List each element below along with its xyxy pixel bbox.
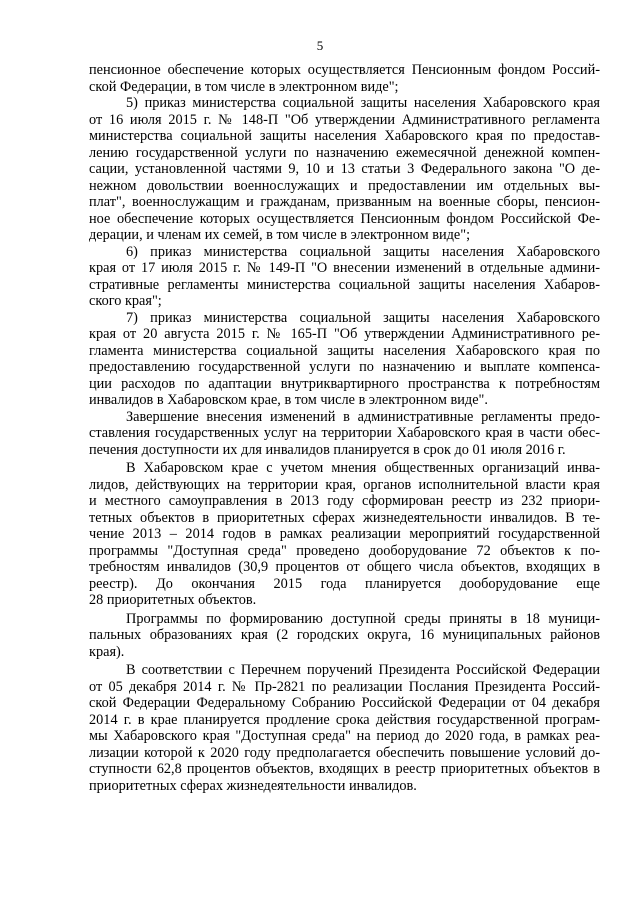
text-line: В Хабаровском крае с учетом мнения общественных организаций инва-	[126, 460, 600, 476]
text-line: ставления государственных услуг на территории Хабаровского края в части обес-	[89, 425, 600, 441]
text-line: лизации которой к 2020 году предполагается обеспечить повышение условий до-	[89, 744, 600, 761]
text-line: пальных образованиях края (2 городских округа, 16 муниципальных районов	[89, 627, 600, 643]
text-line: лидов, действующих на территории края, органов исполнительной власти края	[89, 476, 600, 493]
text-line: тетных объектов в приоритетных сферах жизнедеятельности инвалидов. В те-	[89, 509, 600, 526]
text-line: Завершение внесения изменений в административные регламенты предо-	[126, 408, 600, 425]
text-line: приоритетных сферах жизнедеятельности инвалидов.	[89, 777, 417, 794]
text-line: печения доступности их для инвалидов планируется в срок до 01 июля 2016 г.	[89, 441, 566, 458]
text-line: края от 20 августа 2015 г. № 165-П "Об утверждении Административного ре-	[89, 326, 600, 342]
page-number: 5	[316, 38, 324, 53]
text-line: чение 2013 – 2014 годов в рамках реализации мероприятий государственной	[89, 526, 600, 542]
text-line: Программы по формированию доступной среды приняты в 18 муници-	[126, 610, 600, 627]
text-line: ное обеспечение которых осуществляется Пенсионным фондом Российской Фе-	[89, 210, 600, 227]
text-line: 7) приказ министерства социальной защиты населения Хабаровского	[126, 309, 600, 326]
text-line: министерства социальной защиты населения Хабаровского края по предостав-	[89, 128, 600, 144]
text-line: края от 17 июля 2015 г. № 149-П "О внесении изменений в отдельные админи-	[89, 260, 600, 276]
text-line: ского края";	[89, 293, 162, 309]
text-line: гламента министерства социальной защиты населения Хабаровского края по	[89, 342, 600, 359]
text-line: ской Федерации, в том числе в электронном виде";	[89, 78, 399, 95]
text-line: лению государственной услуги по назначению ежемесячной денежной компен-	[89, 144, 600, 161]
text-line: нежном довольствии военнослужащих и предоставлении им отдельных вы-	[89, 177, 600, 194]
text-line: ступности 62,8 процентов объектов, входящих в реестр приоритетных объектов в	[89, 761, 600, 777]
text-line: 5) приказ министерства социальной защиты населения Хабаровского края	[126, 95, 600, 111]
text-line: стративные регламенты министерства социальной защиты населения Хабаров-	[89, 276, 600, 293]
text-line: 2014 г. в крае планируется продление срока действия государственной програм-	[89, 711, 600, 728]
text-line: и местного самоуправления в 2013 году сформирован реестр из 232 приори-	[89, 493, 600, 509]
text-line: В соответствии с Перечнем поручений Президента Российской Федерации	[126, 662, 600, 678]
text-line: края).	[89, 643, 125, 660]
text-line: реестр). До окончания 2015 года планируется дооборудование еще	[89, 575, 600, 592]
text-line: сации, установленной частями 9, 10 и 13 статьи 3 Федерального закона "О де-	[89, 161, 600, 177]
text-line: от 16 июля 2015 г. № 148-П "Об утверждении Административного регламента	[89, 111, 600, 128]
text-line: от 05 декабря 2014 г. № Пр-2821 по реализации Послания Президента Россий-	[89, 678, 600, 695]
text-line: ции расходов по адаптации внутриквартирного пространства к потребностям	[89, 375, 600, 392]
text-line: плат", военнослужащим и гражданам, призванным на военные сборы, пенсион-	[89, 194, 600, 210]
text-line: 28 приоритетных объектов.	[89, 592, 257, 608]
text-line: инвалидов в Хабаровском крае, в том числе в электронном виде".	[89, 392, 488, 408]
text-line: 6) приказ министерства социальной защиты населения Хабаровского	[126, 243, 600, 260]
text-line: мы Хабаровского края "Доступная среда" на период до 2020 года, в рамках реа-	[89, 728, 600, 744]
text-line: пенсионное обеспечение которых осуществляется Пенсионным фондом Россий-	[89, 62, 600, 78]
text-line: предоставлению государственной услуги по назначению и выплате компенса-	[89, 359, 600, 375]
text-line: требностям инвалидов (30,9 процентов от общего числа объектов, входящих в	[89, 559, 600, 575]
text-line: ской Федерации Федеральному Собранию Российской Федерации от 04 декабря	[89, 695, 600, 711]
document-body	[89, 62, 600, 794]
text-line: программы "Доступная среда" проведено дооборудование 72 объектов к по-	[89, 542, 600, 559]
text-line: дерации, и членам их семей, в том числе в электронном виде";	[89, 227, 471, 243]
